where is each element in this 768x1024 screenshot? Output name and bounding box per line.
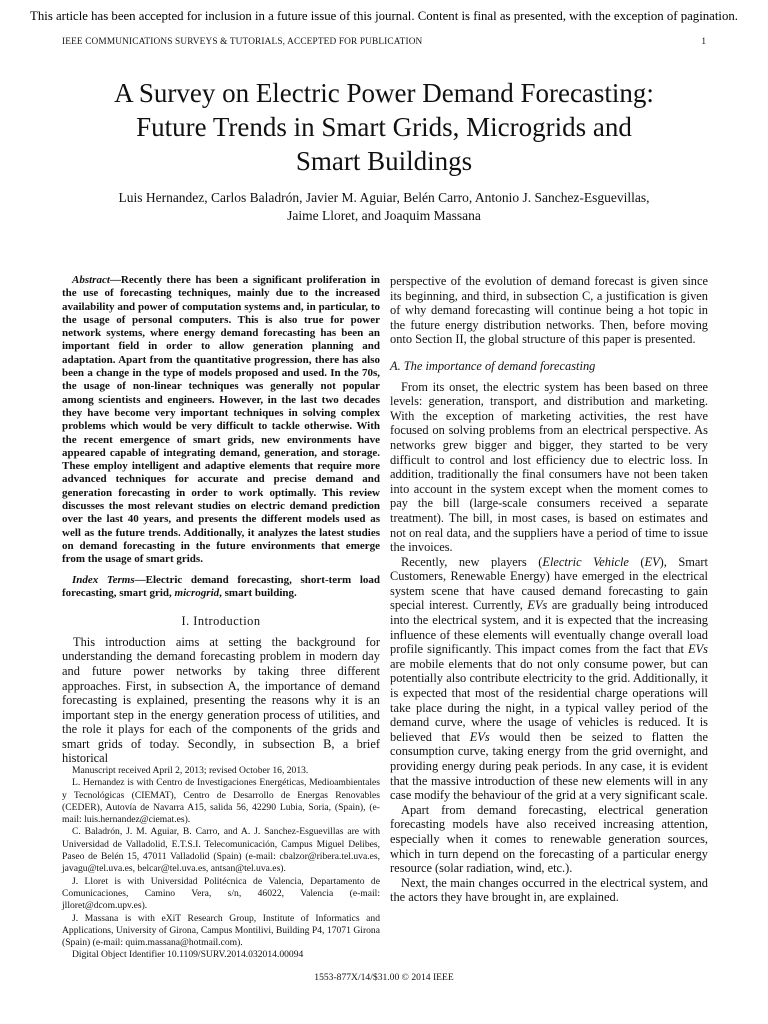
paragraph-text: would then be seized to flatten the consumption curve, taking energy from the grid overnight, and providing energy during peak periods. In any case, it is evident that the massive introduction of these new elements will in any case modify the behaviour of the grid at a very significant scale. — [390, 729, 708, 803]
footnote: Digital Object Identifier 10.1109/SURV.2014.032014.00094 — [72, 949, 304, 961]
paragraph-text: ), Smart Customers, Renewable Energy) have emerged in the electrical system scene that have caused demand forecasting to gain special interest. Currently, — [390, 554, 708, 613]
title-line: Future Trends in Smart Grids, Microgrids and — [136, 112, 632, 142]
body-paragraph: Next, the main changes occurred in the electrical system, and the actors they have brought in, are explained. — [390, 875, 708, 905]
abstract-text: —Recently there has been a significant proliferation in the use of forecasting techniques, mainly due to the increased availability and power of computation systems and, in particular, to the usage of personal computers. This is also true for power network systems, where energy demand forecasting has been an important field in order to allow generation planning and adaptation. Apart from the quantitative progression, there has also been a change in the type of models proposed and used. In the 70s, the usage of non-linear techniques was generally not popular among scientists and engineers. However, in the last two decades they have become very important techniques in solving complex problems which would be very difficult to tackle otherwise. With the recent emergence of smart grids, new environments have appeared capable of integrating demand, generation, and storage. These employ intelligent and adaptive elements that require more advanced techniques for accurate and precise demand and generation forecasting in order to work optimally. This review discusses the most relevant studies on electric demand prediction over the last 40 years, and presents the different models used as well as the future trends. Additionally, it analyzes the latest studies on demand forecasting in the future environments that emerge from the usage of smart grids. — [62, 274, 380, 566]
author-list — [60, 189, 708, 225]
index-terms-text: , smart building. — [219, 586, 297, 599]
paragraph-emphasis: Electric Vehicle — [542, 554, 629, 569]
author-line: Jaime Lloret, and Joaquim Massana — [287, 208, 481, 223]
index-terms — [62, 574, 380, 601]
paragraph-emphasis: EV — [644, 554, 660, 569]
index-terms-lead: Index Terms — [72, 573, 135, 586]
footnote: J. Massana is with eXiT Research Group, Institute of Informatics and Applications, University of Girona, Campus Montilivi, Building P4, 17071 Girona (Spain) (e-mail: quim.massana@hotmail.com). — [62, 912, 380, 949]
title-line: Smart Buildings — [295, 146, 473, 176]
paragraph-text: Recently, new players ( — [401, 554, 543, 569]
left-column — [62, 274, 380, 766]
abstract-lead: Abstract — [72, 274, 110, 286]
paragraph-emphasis: EVs — [527, 598, 548, 613]
continued-paragraph: perspective of the evolution of demand forecast is given since its beginning, and third, in subsection C, a justification is given of why demand forecasting will continue being a hot topic in the future energy distribution networks. Then, before moving onto Section II, the global structure of this paper is presented. — [390, 274, 708, 347]
paper-title — [40, 76, 728, 178]
body-paragraph: Apart from demand forecasting, electrical generation forecasting models have also received increasing attention, especially when it comes to renewable generation sources, which in turn depend on the forecasting of a particular energy resource (solar radiation, wind, etc.). — [390, 802, 708, 876]
footnote: J. Lloret is with Universidad Politécnica de Valencia, Departamento de Comunicaciones, Camino Vera, s/n, 46022, Valencia (e-mail: jlloret@dcom.upv.es). — [62, 875, 380, 912]
author-line: Luis Hernandez, Carlos Baladrón, Javier M. Aguiar, Belén Carro, Antonio J. Sanchez-Esguevillas, — [118, 190, 650, 205]
index-terms-text: —Electric demand forecasting, short-term load forecasting, smart grid, — [62, 573, 381, 599]
intro-paragraph: This introduction aims at setting the background for understanding the demand forecasting problem in modern day and future power networks by taking three different approaches. First, in subsection A, the importance of demand forecasting is explained, presenting the reasons why it is an important step in the energy generation process of utilities, and the role it plays for each of the components of the grids and smart grids of today. Secondly, in subsection B, a brief historical — [62, 634, 380, 766]
footnotes — [62, 765, 380, 962]
footnote: L. Hernandez is with Centro de Investigaciones Energéticas, Medioambientales y Tecnológicas (CIEMAT), Centro de Desarrollo de Energas Renovables (CEDER), Autovía de Navarra A15, salida 56, 42290 Lubia, Soria, (Spain), (e-mail: luis.hernandez@ciemat.es). — [62, 777, 380, 826]
index-terms-emphasis: microgrid — [174, 586, 220, 599]
paragraph-text: are gradually being introduced into the electrical system, and it is expected that the increasing influence of these elements will eventually change overall load profile significantly. This impact comes from the fact that — [390, 598, 709, 657]
paragraph-emphasis: EVs — [688, 642, 708, 657]
title-line: A Survey on Electric Power Demand Forecasting: — [114, 78, 654, 108]
paragraph-text: ( — [628, 554, 645, 569]
footnote: C. Baladrón, J. M. Aguiar, B. Carro, and A. J. Sanchez-Esguevillas are with Universidad de Valladolid, E.T.S.I. Telecomunicación, Campus Miguel Delibes, Paseo de Belén 15, 47011 Valladolid (Spain) (e-mail: cbalzor@ribera.tel.uva.es, javagu@tel.uva.es, belcar@tel.uva.es, antsan@tel.uva.es). — [62, 826, 380, 875]
abstract — [62, 274, 380, 567]
right-column — [390, 274, 708, 905]
paragraph-emphasis: EVs — [469, 729, 490, 744]
subsection-heading: A. The importance of demand forecasting — [390, 358, 596, 373]
section-heading: I. Introduction — [181, 614, 261, 629]
acceptance-banner: This article has been accepted for inclusion in a future issue of this journal. Content is final as presented, with the exception of pagination. — [30, 9, 738, 23]
paragraph-text: are mobile elements that do not only consume power, but can potentially also contribute electricity to the grid. Additionally, it is expected that most of the residential charge operations will take place during the night, in a typical valley period of the demand curve, where the usage of vehicles is reduced. It is believed that — [390, 656, 708, 744]
body-paragraph: From its onset, the electric system has been based on three levels: generation, transport, and distribution and marketing. With the exception of marketing activities, the rest have focused on solving problems from an electrical perspective. As networks grew bigger and bigger, they started to be very difficult to control and lost efficiency due to electric loss. In addition, traditionally the final consumers have not been taken into account in the system except when the moment comes to pay the bill (large-scale consumers received a separate treatment). The bill, in most cases, is based on estimates and not on real data, and the suppliers have a period of time to issue the invoices. — [390, 379, 708, 555]
page-number: 1 — [701, 37, 706, 47]
footnote: Manuscript received April 2, 2013; revised October 16, 2013. — [72, 765, 309, 776]
running-head: IEEE COMMUNICATIONS SURVEYS & TUTORIALS, ACCEPTED FOR PUBLICATION — [62, 37, 423, 47]
body-paragraph — [390, 555, 708, 803]
copyright-footer: 1553-877X/14/$31.00 © 2014 IEEE — [314, 972, 454, 983]
